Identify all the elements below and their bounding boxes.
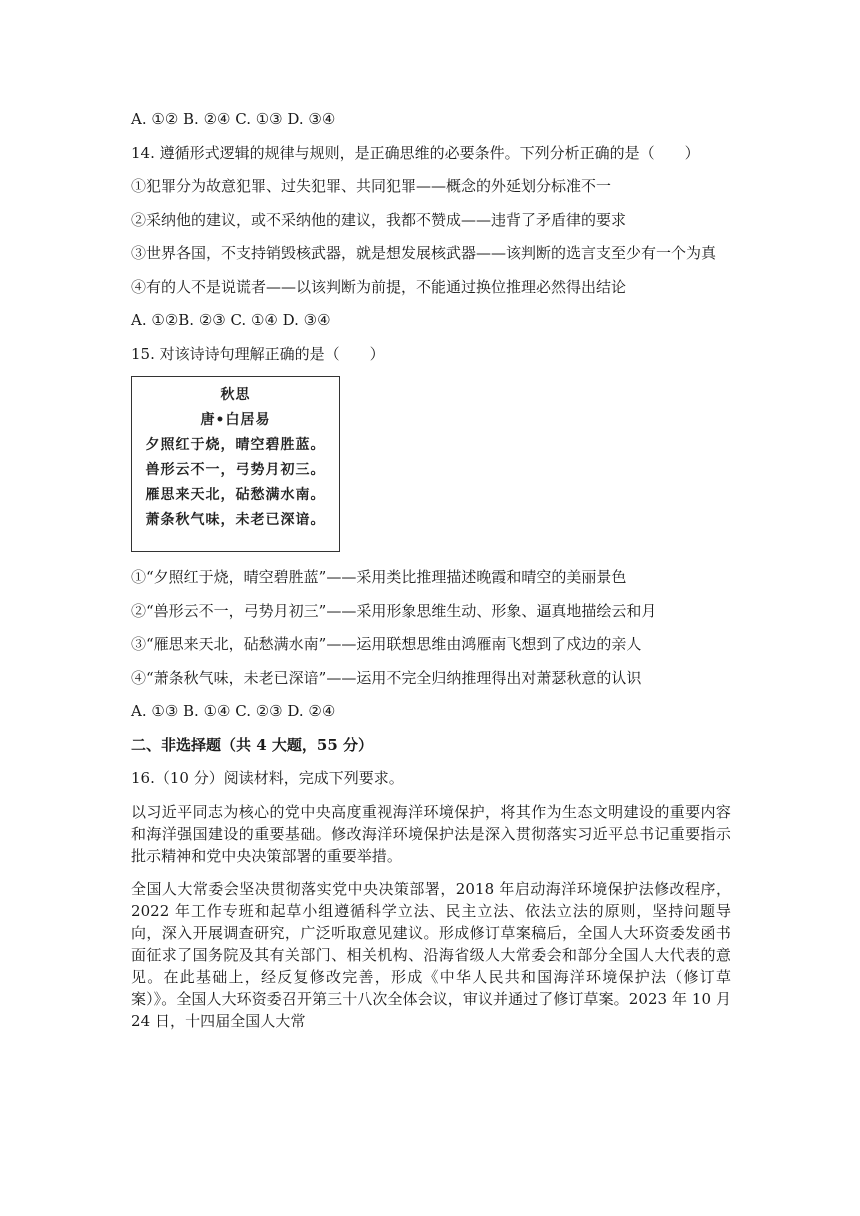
- poem-line-3: 雁思来天北，砧愁满水南。: [145, 487, 326, 503]
- q14-stem: 14. 遵循形式逻辑的规律与规则，是正确思维的必要条件。下列分析正确的是（ ）: [131, 143, 700, 162]
- q14-item-3: ③世界各国，不支持销毁核武器，就是想发展核武器——该判断的选言支至少有一个为真: [131, 244, 717, 262]
- poem-line-1: 夕照红于烧，晴空碧胜蓝。: [145, 437, 326, 453]
- q15-item-4: ④“萧条秋气味，未老已深谙”——运用不完全归纳推理得出对萧瑟秋意的认识: [131, 668, 642, 687]
- poem-box: [131, 376, 340, 552]
- q16-stem: 16.（10 分）阅读材料，完成下列要求。: [131, 769, 404, 787]
- q16-paragraph-2: 全国人大常委会坚决贯彻落实党中央决策部署，2018 年启动海洋环境保护法修改程序，2022 年工作专班和起草小组遵循科学立法、民主立法、依法立法的原则，坚持问题导向，深入开展调查研究，广泛听取意见建议。形成修订草案稿后，全国人大环资委发函书面征求了国务院及其有关部门、相关机构、沿海省级人大常委会和部分全国人大代表的意见。在此基础上，经反复修改完善，形成《中华人民共和国海洋环境保护法（修订草案）》。全国人大环资委召开第三十八次全体会议，审议并通过了修订草案。2023 年 10 月 24 日，十四届全国人大常: [131, 880, 731, 1030]
- q15-options: A. ①③ B. ①④ C. ②③ D. ②④: [131, 702, 336, 720]
- exam-page: [131, 108, 731, 1044]
- q14-options: A. ①②B. ②③ C. ①④ D. ③④: [131, 311, 331, 329]
- poem-line-2: 兽形云不一，弓势月初三。: [145, 462, 326, 478]
- q15-item-2: ②“兽形云不一，弓势月初三”——采用形象思维生动、形象、逼真地描绘云和月: [131, 601, 657, 620]
- q15-stem: 15. 对该诗诗句理解正确的是（ ）: [131, 344, 385, 363]
- q14-item-4: ④有的人不是说谎者——以该判断为前提，不能通过换位推理必然得出结论: [131, 277, 627, 296]
- poem-author: 唐•白居易: [200, 412, 271, 428]
- q13-options: A. ①② B. ②④ C. ①③ D. ③④: [131, 110, 336, 128]
- q15-item-3: ③“雁思来天北，砧愁满水南”——运用联想思维由鸿雁南飞想到了戍边的亲人: [131, 635, 642, 653]
- section-heading: 二、非选择题（共 4 大题，55 分）: [131, 735, 373, 754]
- poem-title: 秋思: [220, 387, 251, 403]
- q14-item-2: ②采纳他的建议，或不采纳他的建议，我都不赞成——违背了矛盾律的要求: [131, 210, 627, 229]
- poem-line-4: 萧条秋气味，未老已深谙。: [145, 512, 326, 528]
- q14-item-1: ①犯罪分为故意犯罪、过失犯罪、共同犯罪——概念的外延划分标准不一: [131, 177, 612, 195]
- q16-paragraph-1: 以习近平同志为核心的党中央高度重视海洋环境保护，将其作为生态文明建设的重要内容和海洋强国建设的重要基础。修改海洋环境保护法是深入贯彻落实习近平总书记重要指示批示精神和党中央决策部署的重要举措。: [131, 802, 731, 865]
- q15-item-1: ①“夕照红于烧，晴空碧胜蓝”——采用类比推理描述晚霞和晴空的美丽景色: [131, 568, 627, 586]
